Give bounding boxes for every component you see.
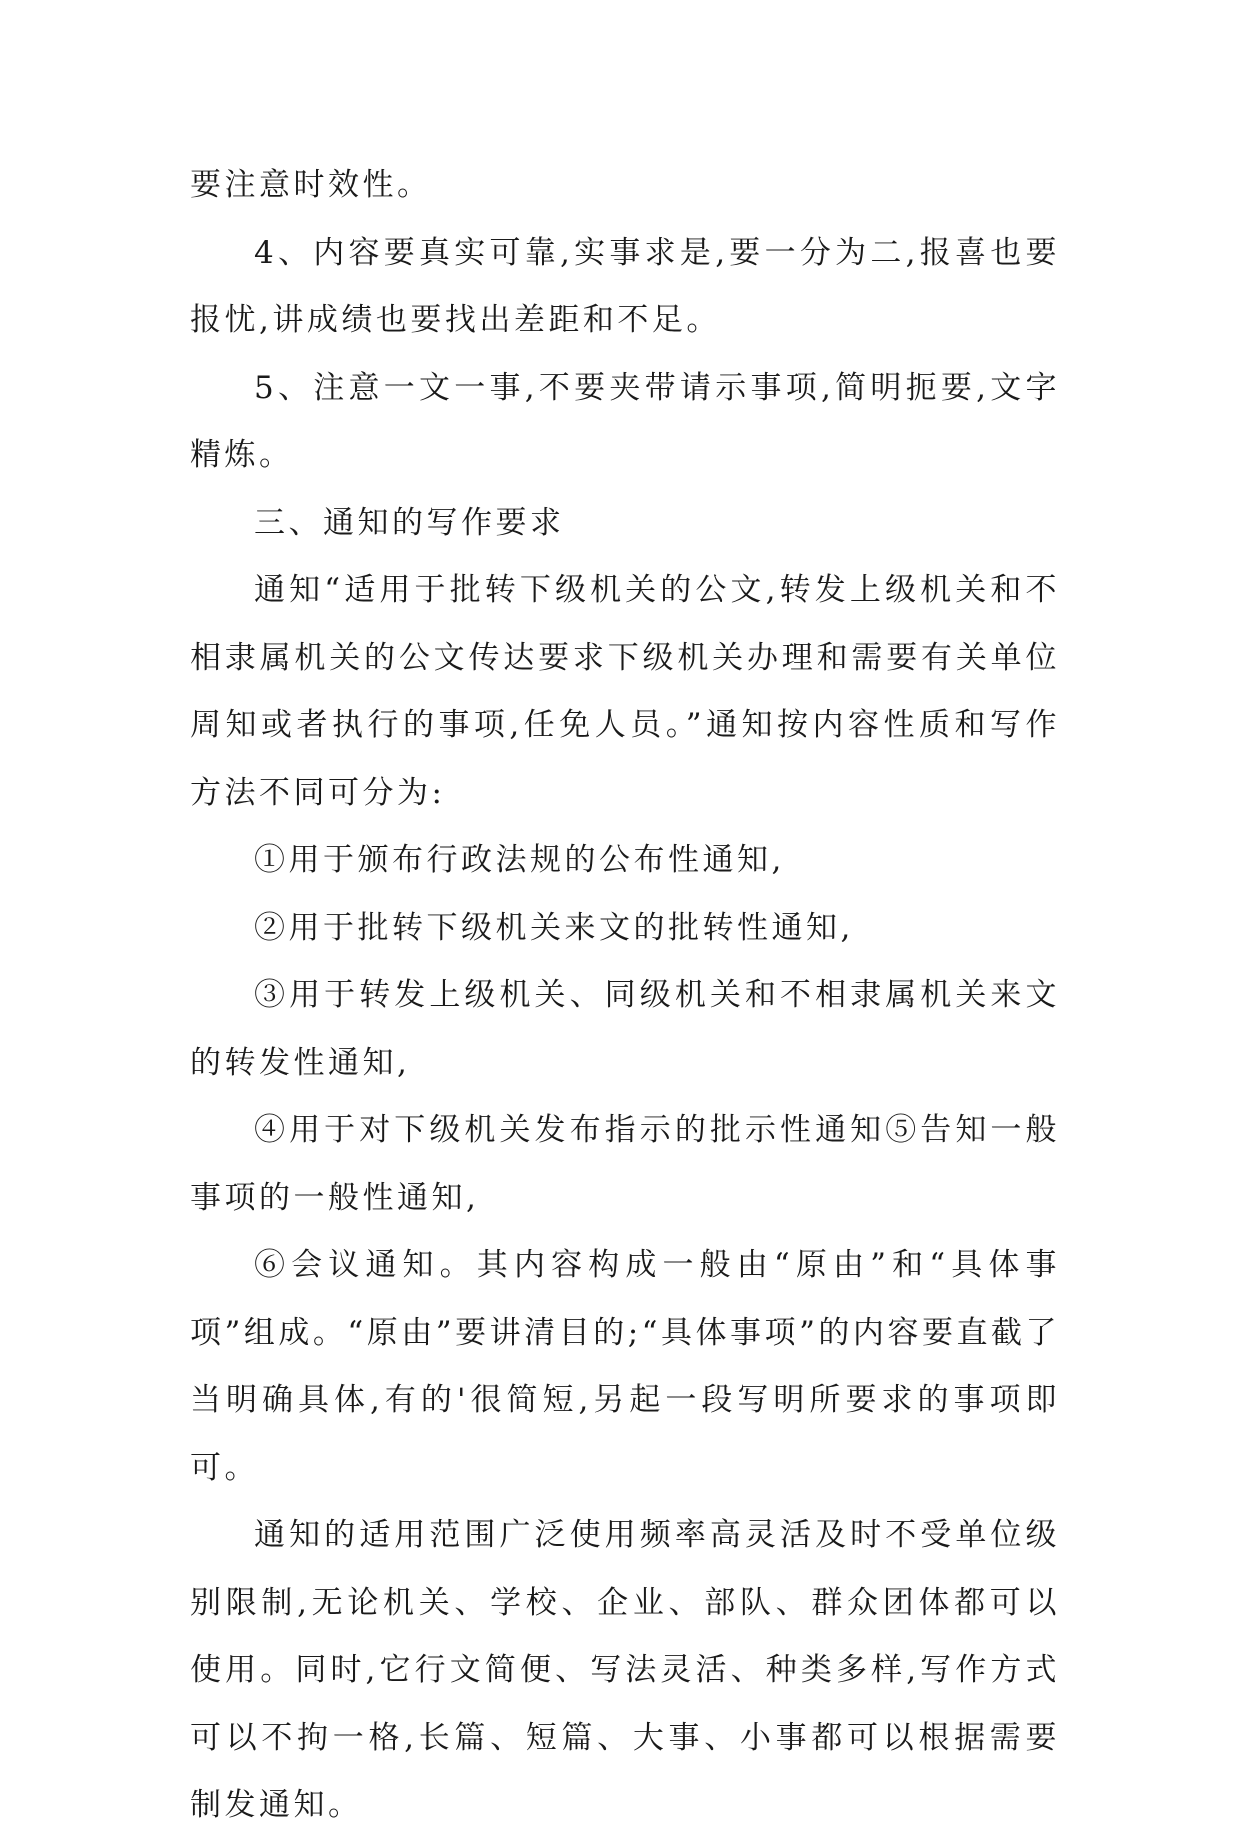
list-item-2: ②用于批转下级机关来文的批转性通知, xyxy=(254,909,854,946)
list-item-4-5: ④用于对下级机关发布指示的批示性通知⑤告知一般事项的一般性通知, xyxy=(190,1112,1060,1216)
paragraph-item-4: 4、内容要真实可靠,实事求是,要一分为二,报喜也要报忧,讲成绩也要找出差距和不足。 xyxy=(190,234,1060,338)
document-body xyxy=(190,152,1060,1840)
paragraph-notice-definition: 通知“适用于批转下级机关的公文,转发上级机关和不相隶属机关的公文传达要求下级机关办理和需要有关单位周知或者执行的事项,任免人员。”通知按内容性质和写作方法不同可分为: xyxy=(190,572,1060,811)
list-item-6: ⑥会议通知。其内容构成一般由“原由”和“具体事项”组成。“原由”要讲清目的;“具体事项”的内容要直截了当明确具体,有的'很简短,另起一段写明所要求的事项即可。 xyxy=(190,1247,1060,1486)
paragraph-scope: 通知的适用范围广泛使用频率高灵活及时不受单位级别限制,无论机关、学校、企业、部队、群众团体都可以使用。同时,它行文简便、写法灵活、种类多样,写作方式可以不拘一格,长篇、短篇、大事、小事都可以根据需要制发通知。 xyxy=(190,1517,1060,1823)
section-heading: 三、通知的写作要求 xyxy=(254,504,565,541)
list-item-3: ③用于转发上级机关、同级机关和不相隶属机关来文的转发性通知, xyxy=(190,977,1060,1081)
list-item-1: ①用于颁布行政法规的公布性通知, xyxy=(254,842,785,878)
paragraph-item-5: 5、注意一文一事,不要夹带请示事项,简明扼要,文字精炼。 xyxy=(190,369,1060,473)
paragraph-continuation: 要注意时效性。 xyxy=(190,167,432,203)
